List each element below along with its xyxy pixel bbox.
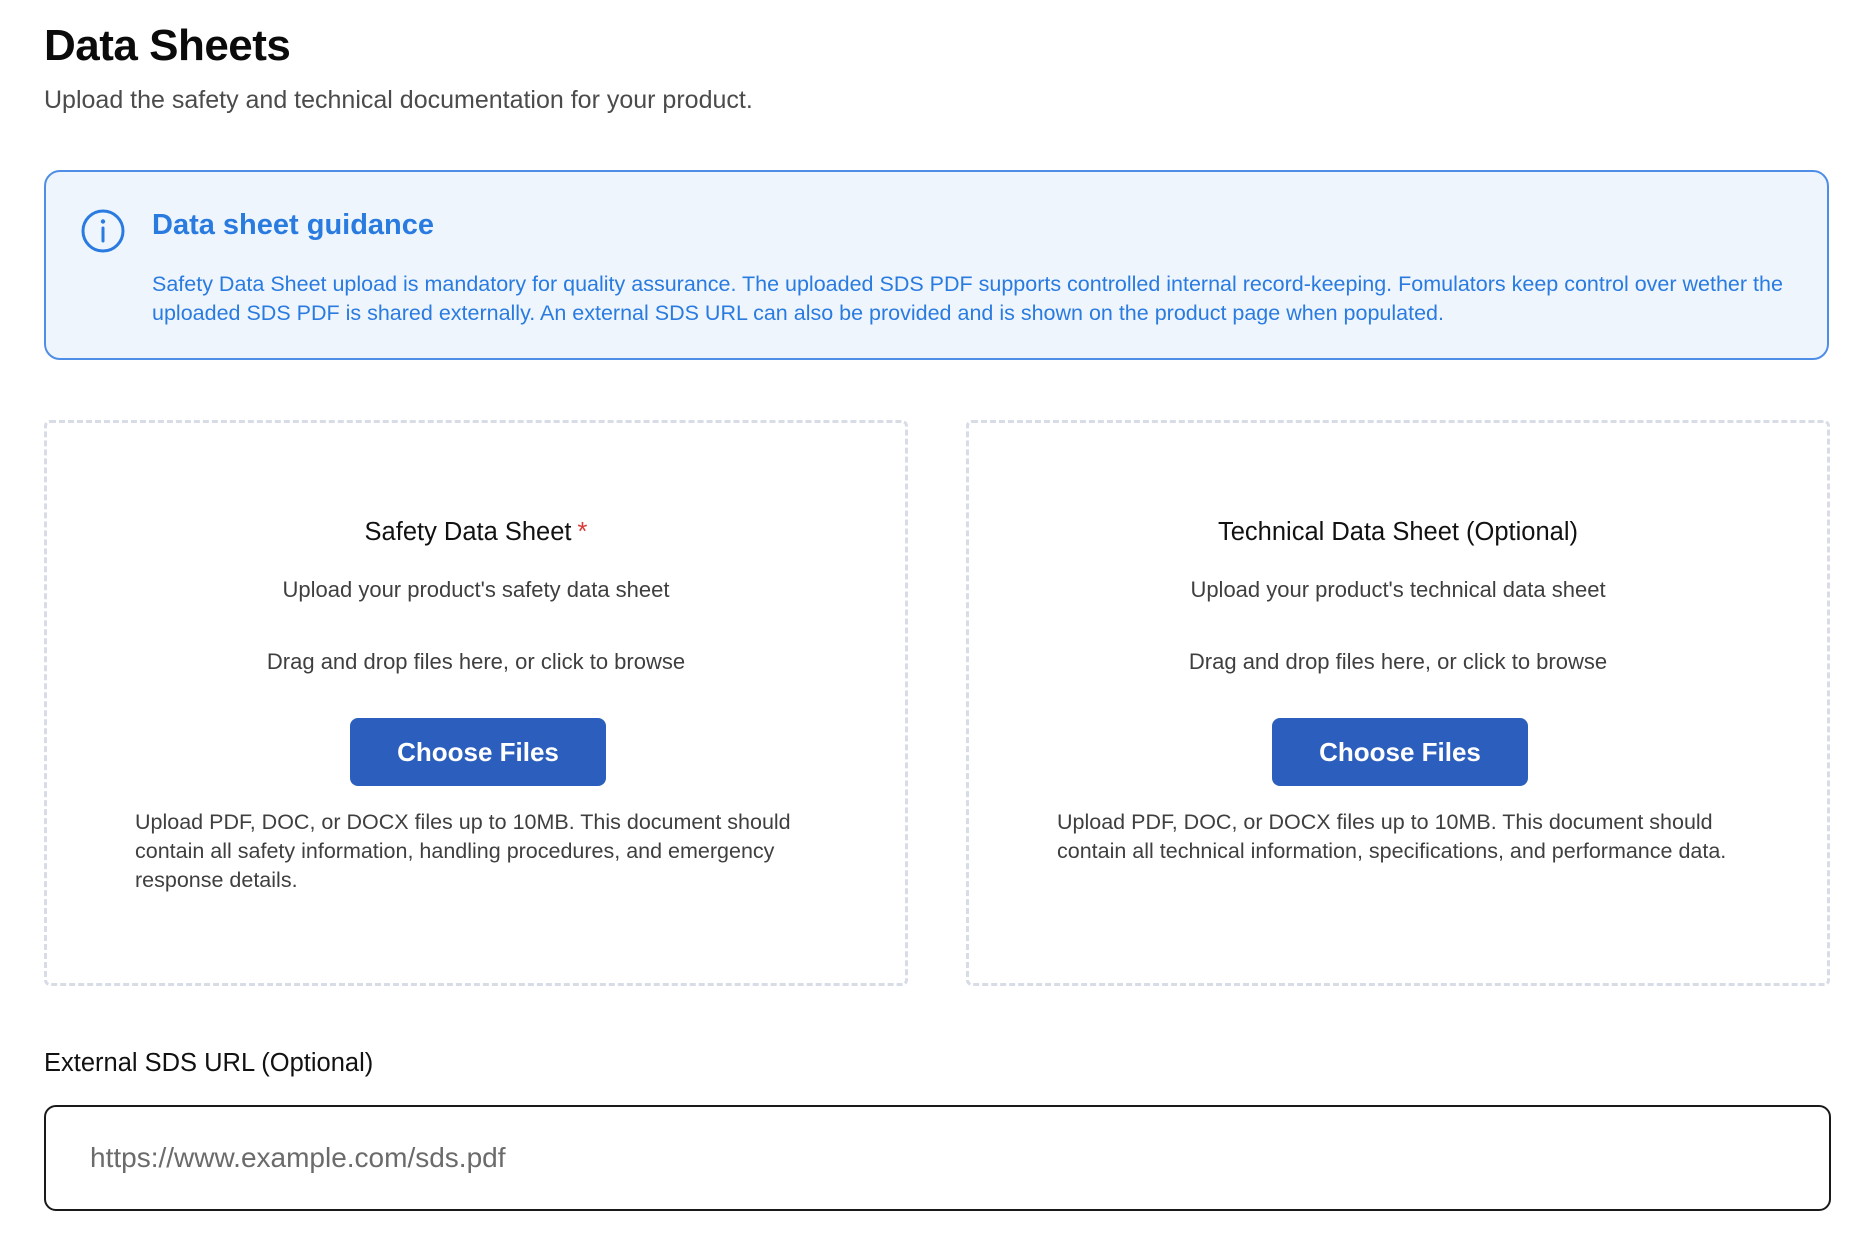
tds-description: Upload your product's technical data sheet [1190, 577, 1606, 602]
guidance-text: Safety Data Sheet upload is mandatory for quality assurance. The uploaded SDS PDF supports controlled internal record-keeping. Fomulators keep control over wether the uploaded SDS PDF is shared externally. An external SDS URL can also be provided and is shown on the product page when populated. [152, 272, 1783, 325]
sds-drop-hint: Drag and drop files here, or click to browse [266, 649, 686, 674]
required-marker: * [577, 518, 588, 546]
info-circle-icon [80, 208, 126, 254]
tds-choose-files-button[interactable]: Choose Files [1272, 718, 1528, 786]
tds-title: Technical Data Sheet (Optional) [1217, 518, 1579, 546]
sds-description: Upload your product's safety data sheet [282, 577, 670, 602]
guidance-title: Data sheet guidance [152, 209, 435, 241]
sds-title [47, 515, 905, 549]
page-subtitle: Upload the safety and technical documentation for your product. [44, 86, 753, 114]
technical-data-sheet-dropzone[interactable] [966, 420, 1830, 986]
external-sds-url-input[interactable] [44, 1105, 1831, 1211]
sds-file-note: Upload PDF, DOC, or DOCX files up to 10MB. This document should contain all safety information, handling procedures, and emergency response details. [135, 810, 791, 892]
tds-drop-hint: Drag and drop files here, or click to browse [1188, 649, 1608, 674]
guidance-callout [44, 170, 1829, 360]
safety-data-sheet-dropzone[interactable] [44, 420, 908, 986]
sds-title-label: Safety Data Sheet [364, 518, 572, 546]
page-title: Data Sheets [44, 21, 291, 70]
tds-file-note: Upload PDF, DOC, or DOCX files up to 10MB. This document should contain all technical information, specifications, and performance data. [1057, 810, 1727, 863]
external-sds-url-label: External SDS URL (Optional) [44, 1049, 374, 1077]
sds-choose-files-button[interactable]: Choose Files [350, 718, 606, 786]
